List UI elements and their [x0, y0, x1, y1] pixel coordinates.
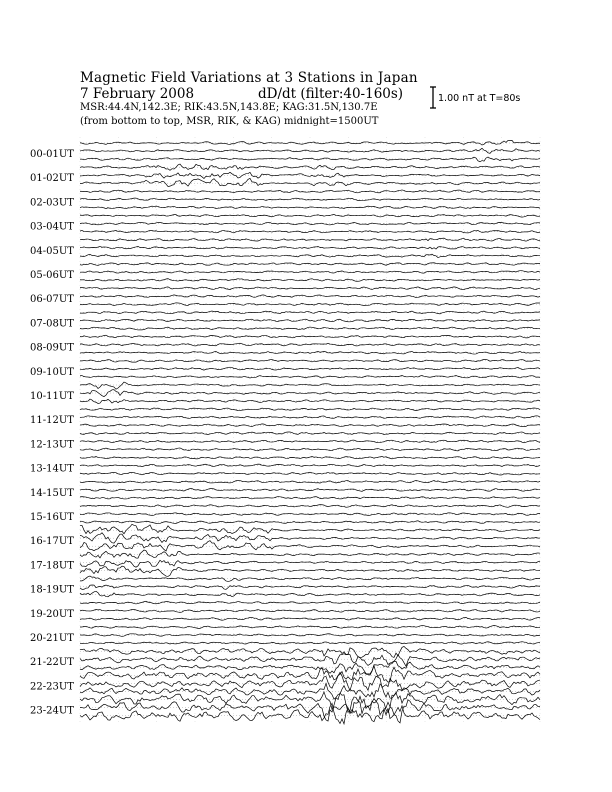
hour-label-16-17UT: 16-17UT: [30, 536, 74, 548]
trace-03-04UT-KAG: [80, 214, 540, 217]
hour-label-22-23UT: 22-23UT: [30, 681, 74, 693]
hour-label-18-19UT: 18-19UT: [30, 584, 74, 596]
station-order-note: (from bottom to top, MSR, RIK, & KAG) midnight=1500UT: [80, 116, 379, 127]
chart-date: 7 February 2008: [80, 86, 195, 102]
hour-label-21-22UT: 21-22UT: [30, 657, 74, 669]
trace-02-03UT-KAG: [80, 190, 540, 193]
hour-label-14-15UT: 14-15UT: [30, 487, 74, 499]
grid-layer: [80, 137, 540, 724]
hour-label-08-09UT: 08-09UT: [30, 342, 74, 354]
hour-label-10-11UT: 10-11UT: [30, 391, 74, 402]
trace-14-15UT-MSR: [80, 497, 540, 499]
trace-17-18UT-MSR: [80, 566, 540, 576]
hour-label-00-01UT: 00-01UT: [30, 149, 74, 160]
trace-21-22UT-MSR: [80, 661, 540, 674]
hour-label-17-18UT: 17-18UT: [30, 560, 74, 572]
hour-label-13-14UT: 13-14UT: [30, 463, 74, 475]
hour-label-15-16UT: 15-16UT: [30, 512, 74, 523]
trace-11-12UT-KAG: [80, 408, 540, 411]
trace-05-06UT-MSR: [80, 279, 540, 282]
hour-label-03-04UT: 03-04UT: [30, 221, 74, 233]
hour-label-05-06UT: 05-06UT: [30, 270, 74, 281]
trace-02-03UT-RIK: [80, 198, 540, 201]
trace-08-09UT-MSR: [80, 351, 540, 354]
trace-23-24UT-MSR: [80, 703, 540, 724]
trace-layer: [80, 140, 540, 724]
hour-label-20-21UT: 20-21UT: [30, 633, 74, 644]
trace-04-05UT-KAG: [80, 238, 540, 241]
trace-17-18UT-KAG: [80, 550, 540, 558]
hour-label-23-24UT: 23-24UT: [30, 705, 74, 717]
trace-09-10UT-RIK: [80, 367, 540, 370]
trace-21-22UT-KAG: [80, 646, 540, 657]
data-type-label: dD/dt (filter:40-160s): [258, 86, 404, 102]
hour-label-02-03UT: 02-03UT: [30, 197, 74, 209]
chart-title: Magnetic Field Variations at 3 Stations in Japan: [80, 70, 418, 86]
trace-10-11UT-MSR: [80, 399, 540, 403]
station-coordinates: MSR:44.4N,142.3E; RIK:43.5N,143.8E; KAG:31.5N,130.7E: [80, 102, 378, 113]
hour-label-06-07UT: 06-07UT: [30, 294, 74, 306]
hour-label-19-20UT: 19-20UT: [30, 608, 74, 620]
hour-label-01-02UT: 01-02UT: [30, 173, 74, 185]
trace-12-13UT-MSR: [80, 448, 540, 451]
hour-labels: [30, 149, 74, 717]
hour-label-04-05UT: 04-05UT: [30, 245, 74, 257]
hour-label-11-12UT: 11-12UT: [30, 415, 74, 427]
hour-label-12-13UT: 12-13UT: [30, 439, 74, 451]
trace-21-22UT-RIK: [80, 654, 540, 666]
hour-label-09-10UT: 09-10UT: [30, 366, 74, 378]
hour-label-07-08UT: 07-08UT: [30, 318, 74, 330]
scale-label: 1.00 nT at T=80s: [438, 93, 521, 104]
trace-11-12UT-MSR: [80, 424, 540, 427]
